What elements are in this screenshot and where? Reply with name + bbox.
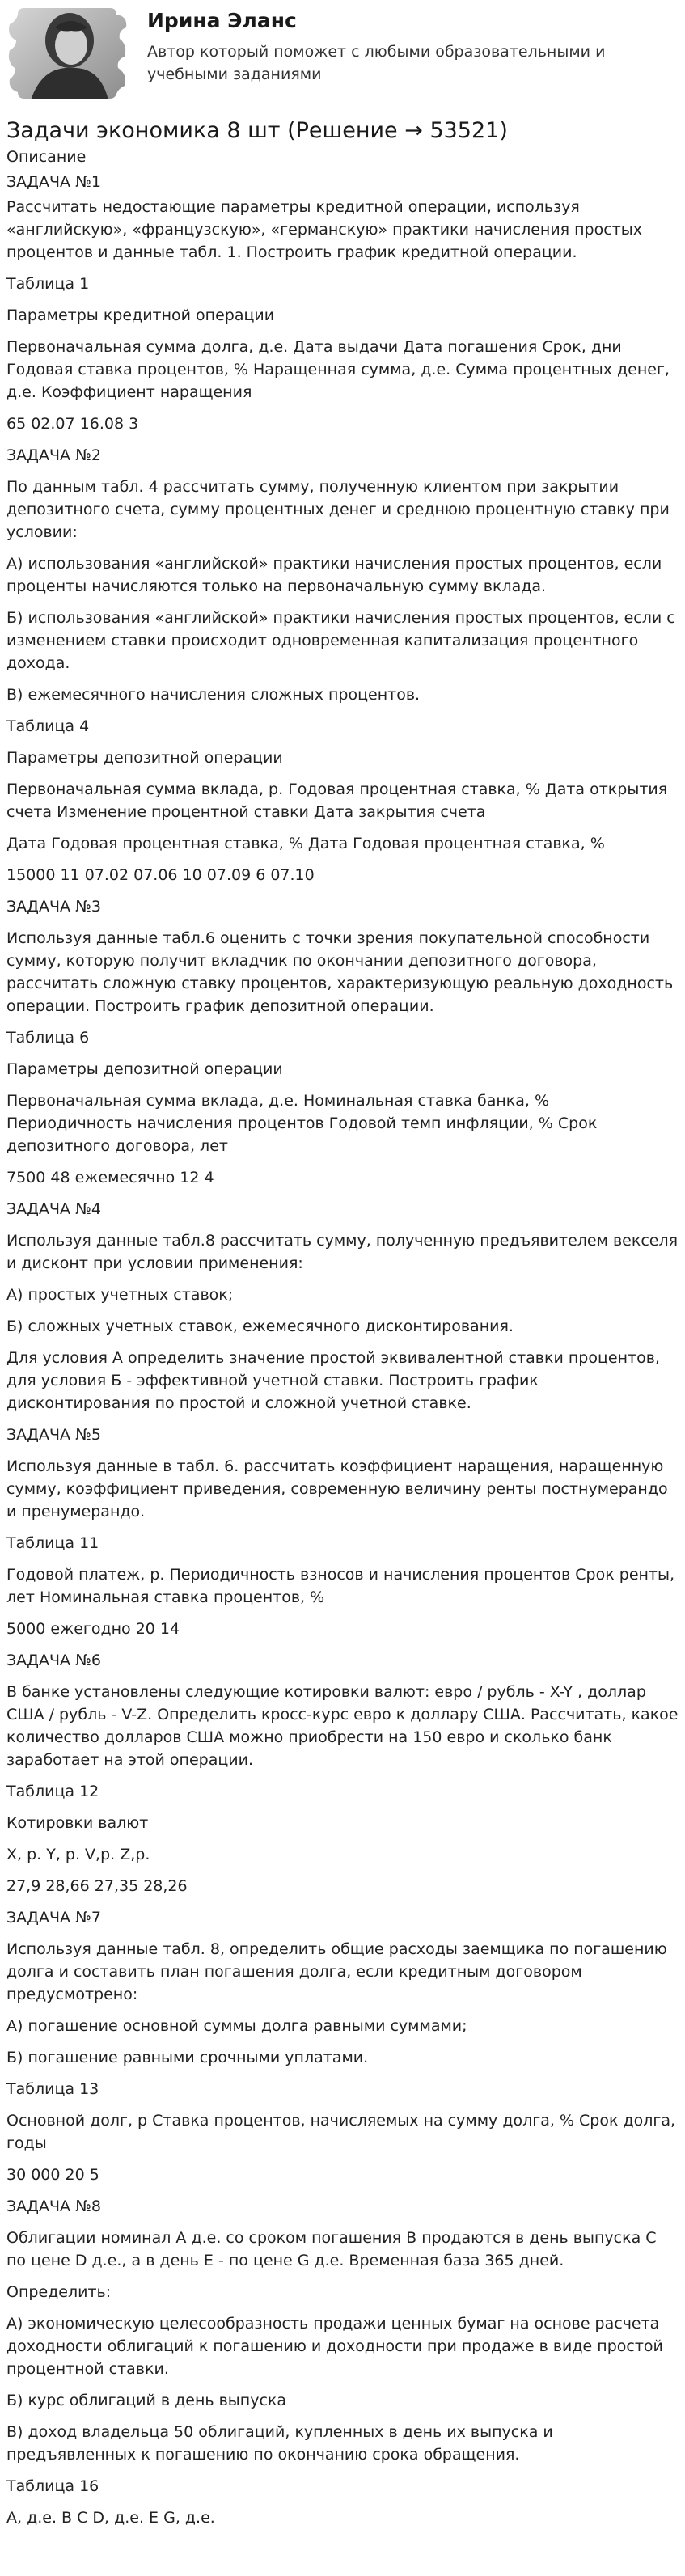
- paragraph: Используя данные в табл. 6. рассчитать коэффициент наращения, наращенную сумму, коэффициент приведения, современную величину ренты постнумерандо и пренумерандо.: [6, 1457, 668, 1521]
- paragraph: А) использования «английской» практики начисления простых процентов, если проценты начисляются только на первоначальную сумму вклада.: [6, 555, 662, 595]
- paragraph: ЗАДАЧА №6: [6, 1652, 101, 1669]
- author-name[interactable]: Ирина Эланс: [147, 9, 297, 32]
- paragraph: Используя данные табл.8 рассчитать сумму, полученную предъявителем векселя и дисконт при условии применения:: [6, 1232, 679, 1272]
- paragraph: Котировки валют: [6, 1814, 149, 1832]
- paragraph: Основной долг, р Ставка процентов, начисляемых на сумму долга, % Срок долга, годы: [6, 2112, 676, 2152]
- paragraph: ЗАДАЧА №7: [6, 1909, 101, 1927]
- paragraph: X, р. Y, р. V,р. Z,р.: [6, 1846, 150, 1863]
- paragraph: Рассчитать недостающие параметры кредитной операции, используя «английскую», «французскую», «германскую» практики начисления простых процентов и данные табл. 1. Построить график кредитной операции.: [6, 198, 643, 261]
- paragraph: 65 02.07 16.08 3: [6, 415, 139, 433]
- paragraph: Первоначальная сумма вклада, д.е. Номинальная ставка банка, % Периодичность начисления процентов Годовой темп инфляции, % Срок депозитного договора, лет: [6, 1092, 598, 1155]
- paragraph: ЗАДАЧА №8: [6, 2197, 101, 2215]
- paragraph: 5000 ежегодно 20 14: [6, 1620, 180, 1638]
- paragraph: В) доход владельца 50 облигаций, купленных в день их выпуска и предъявленных к погашению по окончанию срока обращения.: [6, 2423, 553, 2464]
- paragraph: А) экономическую целесообразность продажи ценных бумаг на основе расчета доходности облигаций к погашению и доходности при продаже в виде простой процентной ставки.: [6, 2315, 663, 2378]
- paragraph: А) погашение основной суммы долга равными суммами;: [6, 2017, 467, 2035]
- author-description: Автор который поможет с любыми образовательными и учебными заданиями: [147, 43, 606, 83]
- page-title: Задачи экономика 8 шт (Решение → 53521): [6, 118, 508, 143]
- paragraph: ЗАДАЧА №3: [6, 898, 101, 916]
- paragraph: Таблица 6: [6, 1029, 90, 1047]
- paragraph: 27,9 28,66 27,35 28,26: [6, 1877, 188, 1895]
- author-card: [6, 0, 679, 104]
- paragraph: А) простых учетных ставок;: [6, 1286, 234, 1304]
- paragraph: Используя данные табл. 8, определить общие расходы заемщика по погашению долга и составить план погашения долга, если кредитным договором предусмотрено:: [6, 1940, 667, 2003]
- paragraph: По данным табл. 4 рассчитать сумму, полученную клиентом при закрытии депозитного счета, сумму процентных денег и среднюю процентную ставку при условии:: [6, 478, 670, 541]
- paragraph: Таблица 12: [6, 1783, 99, 1800]
- paragraph: Дата Годовая процентная ставка, % Дата Годовая процентная ставка, %: [6, 835, 605, 852]
- paragraph: Первоначальная сумма вклада, р. Годовая процентная ставка, % Дата открытия счета Изменение процентной ставки Дата закрытия счета: [6, 780, 668, 821]
- paragraph: Б) погашение равными срочными уплатами.: [6, 2049, 369, 2066]
- paragraph: ЗАДАЧА №4: [6, 1200, 101, 1218]
- paragraph: ЗАДАЧА №1: [6, 173, 101, 191]
- paragraph: Таблица 13: [6, 2080, 99, 2098]
- paragraph: ЗАДАЧА №5: [6, 1426, 101, 1444]
- paragraph: Б) сложных учетных ставок, ежемесячного дисконтирования.: [6, 1318, 514, 1335]
- paragraph: Таблица 16: [6, 2477, 99, 2495]
- paragraph: Облигации номинал А д.е. со сроком погашения В продаются в день выпуска С по цене D д.е., а в день Е - по цене G д.е. Временная база 365 дней.: [6, 2229, 657, 2269]
- paragraph: Определить:: [6, 2283, 112, 2301]
- author-avatar-photo[interactable]: [6, 3, 128, 100]
- paragraph: ЗАДАЧА №2: [6, 446, 101, 464]
- paragraph: Таблица 11: [6, 1534, 99, 1552]
- paragraph: В банке установлены следующие котировки валют: евро / рубль - X-Y , доллар США / рубль - V-Z. Определить кросс-курс евро к доллару США. Рассчитать, какое количество долларов США можно приобрести на 150 евро и сколько банк заработает на этой операции.: [6, 1683, 679, 1769]
- paragraph: Параметры депозитной операции: [6, 1060, 283, 1078]
- paragraph: 15000 11 07.02 07.06 10 07.09 6 07.10: [6, 866, 315, 884]
- paragraph: Для условия А определить значение простой эквивалентной ставки процентов, для условия Б - эффективной учетной ставки. Построить график дисконтирования по простой и сложной учетной ставке.: [6, 1349, 660, 1412]
- section-label: Описание: [6, 148, 87, 166]
- paragraph: Таблица 1: [6, 275, 90, 293]
- paragraph: Таблица 4: [6, 717, 90, 735]
- paragraph: Годовой платеж, р. Периодичность взносов и начисления процентов Срок ренты, лет Номинальная ставка процентов, %: [6, 1566, 675, 1606]
- paragraph: Первоначальная сумма долга, д.е. Дата выдачи Дата погашения Срок, дни Годовая ставка процентов, % Наращенная сумма, д.е. Сумма процентных денег, д.е. Коэффициент наращения: [6, 338, 670, 401]
- paragraph: Параметры кредитной операции: [6, 307, 275, 324]
- paragraph: Б) курс облигаций в день выпуска: [6, 2392, 287, 2409]
- paragraph: Используя данные табл.6 оценить с точки зрения покупательной способности сумму, которую получит вкладчик по окончании депозитного договора, рассчитать сложную ставку процентов, характеризующую реальную доходность операции. Построить график депозитной операции.: [6, 929, 674, 1015]
- paragraph: В) ежемесячного начисления сложных процентов.: [6, 686, 421, 704]
- paragraph: 30 000 20 5: [6, 2166, 99, 2184]
- paragraph: А, д.е. В С D, д.е. E G, д.е.: [6, 2509, 215, 2527]
- paragraph: Параметры депозитной операции: [6, 749, 283, 767]
- paragraph: 7500 48 ежемесячно 12 4: [6, 1169, 214, 1186]
- description-content: [6, 146, 679, 2529]
- paragraph: Б) использования «английской» практики начисления простых процентов, если с изменением ставки происходит одновременная капитализация процентного дохода.: [6, 609, 675, 672]
